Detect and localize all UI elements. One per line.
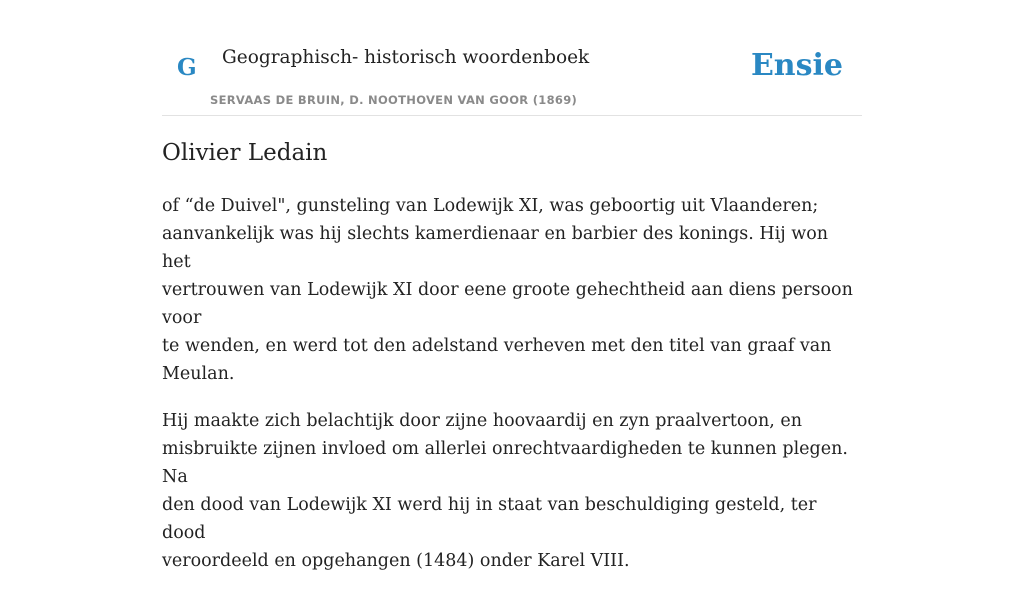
book-title-link[interactable]: Geographisch- historisch woordenboek <box>222 47 590 68</box>
ensie-logo-link[interactable]: Ensie <box>750 48 843 83</box>
book-header <box>162 0 862 116</box>
paragraph-line: vertrouwen van Lodewijk XI door eene groote gehechtheid aan diens persoon voor <box>162 280 853 328</box>
entry-body <box>162 192 862 594</box>
entry-title: Olivier Ledain <box>162 140 328 166</box>
page-container <box>162 0 862 571</box>
book-author: SERVAAS DE BRUIN, D. NOOTHOVEN VAN GOOR (1869) <box>210 93 578 107</box>
paragraph-line: veroordeeld en opgehangen (1484) onder Karel VIII. <box>162 551 630 571</box>
paragraph-line: aanvankelijk was hij slechts kamerdienaar en barbier des konings. Hij won het <box>162 224 829 272</box>
paragraph-line: Meulan. <box>162 364 235 384</box>
entry-paragraph <box>162 407 862 575</box>
entry-paragraph <box>162 192 862 388</box>
paragraph-line: den dood van Lodewijk XI werd hij in staat van beschuldiging gesteld, ter dood <box>162 495 817 543</box>
book-logo-icon[interactable]: G <box>177 54 197 81</box>
paragraph-line: misbruikte zijnen invloed om allerlei onrechtvaardigheden te kunnen plegen. Na <box>162 439 848 487</box>
paragraph-line: of “de Duivel", gunsteling van Lodewijk XI, was geboortig uit Vlaanderen; <box>162 196 819 216</box>
paragraph-line: Hij maakte zich belachtijk door zijne hoovaardij en zyn praalvertoon, en <box>162 411 802 431</box>
paragraph-line: te wenden, en werd tot den adelstand verheven met den titel van graaf van <box>162 336 832 356</box>
